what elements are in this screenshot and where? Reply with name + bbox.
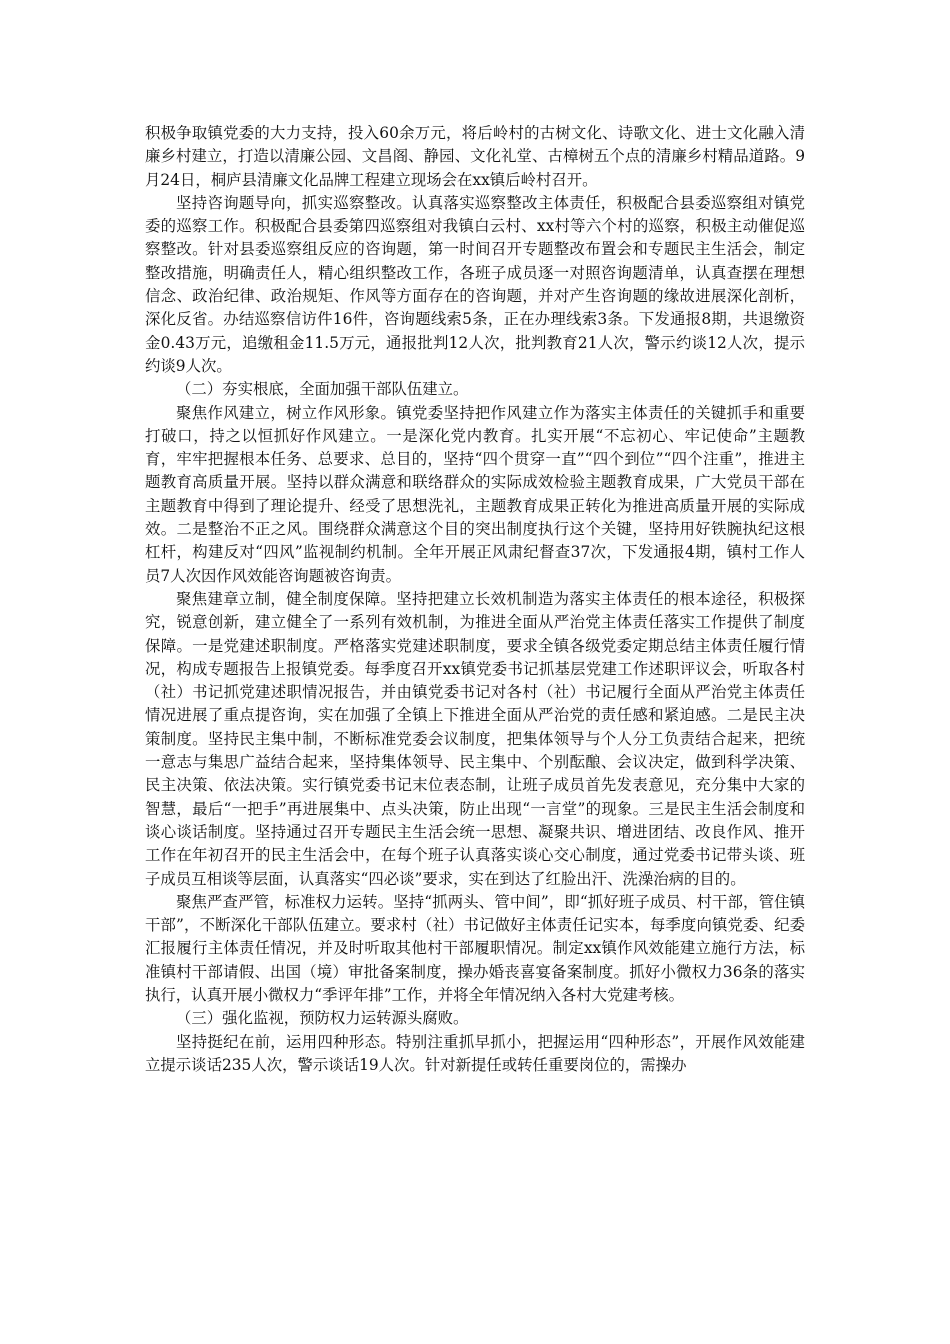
paragraph-inspection-rectification: 坚持咨询题导向，抓实巡察整改。认真落实巡察整改主体责任，积极配合县委巡察组对镇党委的巡察工作。积极配合县委第四巡察组对我镇白云村、xx村等六个村的巡察，积极主动催促巡察整改。针对县委巡察组反应的咨询题，第一时间召开专题整改布置会和专题民主生活会，制定整改措施，明确责任人，精心组织整改工作，各班子成员逐一对照咨询题清单，认真查摆在理想信念、政治纪律、政治规矩、作风等方面存在的咨询题，并对产生咨询题的缘故进展深化剖析，深化反省。办结巡察信访件16件，咨询题线索5条，正在办理线索3条。下发通报8期，共退缴资金0.43万元，追缴租金11.5万元，通报批判12人次，批判教育21人次，警示约谈12人次，提示约谈9人次。 <box>145 193 805 375</box>
paragraph-power-management: 聚焦严查严管，标准权力运转。坚持“抓两头、管中间”，即“抓好班子成员、村干部，管住镇干部”，不断深化干部队伍建立。要求村（社）书记做好主体责任记实本，每季度向镇党委、纪委汇报履行主体责任情况，并及时听取其他村干部履职情况。制定xx镇作风效能建立施行方法，标准镇村干部请假、出国（境）审批备案制度，操办婚丧喜宴备案制度。抓好小微权力36条的落实执行，认真开展小微权力“季评年排”工作，并将全年情况纳入各村大党建考核。 <box>145 892 805 1004</box>
section-heading-3: （三）强化监视，预防权力运转源头腐败。 <box>176 1009 469 1028</box>
paragraph-work-style: 聚焦作风建立，树立作风形象。镇党委坚持把作风建立作为落实主体责任的关键抓手和重要打破口，持之以恒抓好作风建立。一是深化党内教育。扎实开展“不忘初心、牢记使命”主题教育，牢牢把握根本任务、总要求、总目的，坚持“四个贯穿一直”“四个到位”“四个注重”，推进主题教育高质量开展。坚持以群众满意和联络群众的实际成效检验主题教育成果，广大党员干部在主题教育中得到了理论提升、经受了思想洗礼，主题教育成果正转化为推进高质量开展的实际成效。二是整治不正之风。围绕群众满意这个目的突出制度执行这个关键，坚持用好铁腕执纪这根杠杆，构建反对“四风”监视制约机制。全年开展正风肃纪督查37次，下发通报4期，镇村工作人员7人次因作风效能咨询题被咨询责。 <box>145 403 805 585</box>
document-body <box>145 122 805 1077</box>
paragraph-rules-system: 聚焦建章立制，健全制度保障。坚持把建立长效机制造为落实主体责任的根本途径，积极探究，锐意创新，建立健全了一系列有效机制，为推进全面从严治党主体责任落实工作提供了制度保障。一是党建述职制度。严格落实党建述职制度，要求全镇各级党委定期总结主体责任履行情况，构成专题报告上报镇党委。每季度召开xx镇党委书记抓基层党建工作述职评议会，听取各村（社）书记抓党建述职情况报告，并由镇党委书记对各村（社）书记履行全面从严治党主体责任情况进展了重点提咨询，实在加强了全镇上下推进全面从严治党的责任感和紧迫感。二是民主决策制度。坚持民主集中制，不断标准党委会议制度，把集体领导与个人分工负责结合起来，把统一意志与集思广益结合起来，坚持集体领导、民主集中、个别酝酿、会议决定，做到科学决策、民主决策、依法决策。实行镇党委书记末位表态制，让班子成员首先发表意见，充分集中大家的智慧，最后“一把手”再进展集中、点头决策，防止出现“一言堂”的现象。三是民主生活会制度和谈心谈话制度。坚持通过召开专题民主生活会统一思想、凝聚共识、增进团结、改良作风、推开工作在年初召开的民主生活会中，在每个班子认真落实谈心交心制度，通过党委书记带头谈、班子成员互相谈等层面，认真落实“四必谈”要求，实在到达了红脸出汗、洗澡治病的目的。 <box>145 589 805 888</box>
paragraph-discipline-first: 坚持挺纪在前，运用四种形态。特别注重抓早抓小，把握运用“四种形态”，开展作风效能建立提示谈话235人次，警示谈话19人次。针对新提任或转任重要岗位的，需操办 <box>145 1032 805 1074</box>
section-heading-2: （二）夯实根底，全面加强干部队伍建立。 <box>176 380 469 399</box>
paragraph-continuation: 积极争取镇党委的大力支持，投入60余万元，将后岭村的古树文化、诗歌文化、进士文化融入清廉乡村建立，打造以清廉公园、文昌阁、静园、文化礼堂、古樟树五个点的清廉乡村精品道路。9月24日，桐庐县清廉文化品牌工程建立现场会在xx镇后岭村召开。 <box>145 124 805 189</box>
